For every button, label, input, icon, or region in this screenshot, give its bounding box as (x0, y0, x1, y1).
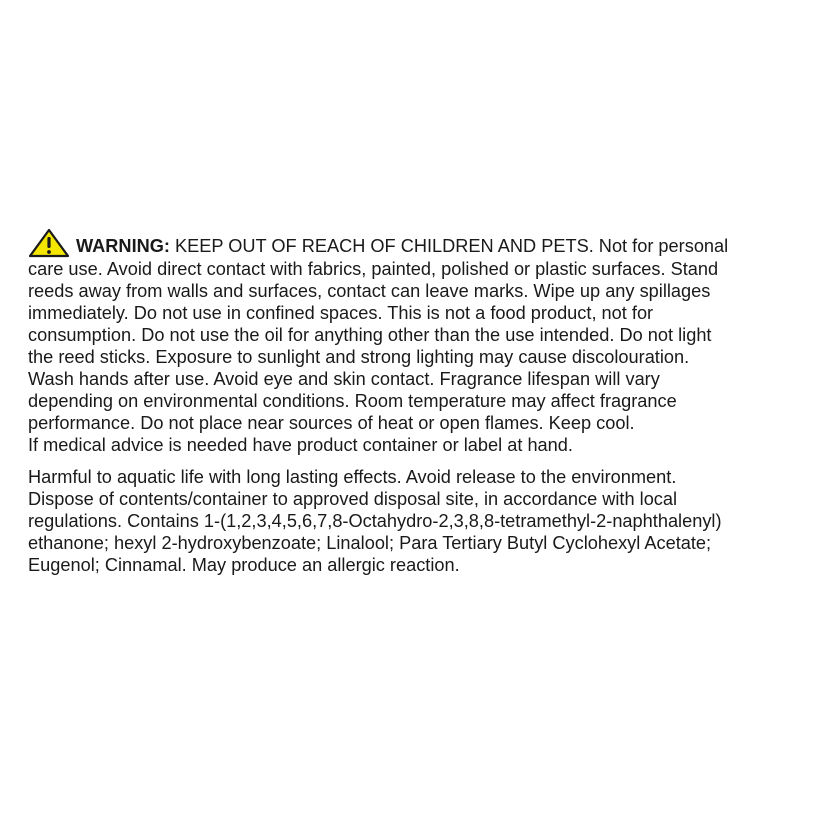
warning-line: If medical advice is needed have product container or label at hand. (28, 435, 573, 455)
hazard-line: Dispose of contents/container to approved disposal site, in accordance with local (28, 489, 678, 509)
warning-line: consumption. Do not use the oil for anything other than the use intended. Do not light (28, 325, 712, 345)
hazard-paragraph (28, 466, 810, 576)
warning-heading: WARNING: (76, 236, 170, 256)
warning-line: Wash hands after use. Avoid eye and skin contact. Fragrance lifespan will vary (28, 369, 660, 389)
hazard-line: ethanone; hexyl 2-hydroxybenzoate; Linalool; Para Tertiary Butyl Cyclohexyl Acetate; (28, 533, 712, 553)
warning-line: depending on environmental conditions. Room temperature may affect fragrance (28, 391, 677, 411)
warning-line: performance. Do not place near sources of heat or open flames. Keep cool. (28, 413, 635, 433)
safety-label (28, 228, 810, 576)
warning-line: reeds away from walls and surfaces, contact can leave marks. Wipe up any spillages (28, 281, 711, 301)
warning-line: KEEP OUT OF REACH OF CHILDREN AND PETS. Not for personal (169, 236, 729, 256)
hazard-line: Eugenol; Cinnamal. May produce an allergic reaction. (28, 555, 460, 575)
warning-line: the reed sticks. Exposure to sunlight and strong lighting may cause discolouration. (28, 347, 690, 367)
warning-triangle-icon (28, 228, 70, 258)
warning-first-line (28, 228, 810, 258)
hazard-line: Harmful to aquatic life with long lasting effects. Avoid release to the environment. (28, 467, 677, 487)
warning-line: care use. Avoid direct contact with fabrics, painted, polished or plastic surfaces. Stand (28, 259, 719, 279)
warning-paragraph (28, 228, 810, 456)
hazard-line: regulations. Contains 1-(1,2,3,4,5,6,7,8-Octahydro-2,3,8,8-tetramethyl-2-naphthalenyl) (28, 511, 722, 531)
warning-line: immediately. Do not use in confined spaces. This is not a food product, not for (28, 303, 654, 323)
